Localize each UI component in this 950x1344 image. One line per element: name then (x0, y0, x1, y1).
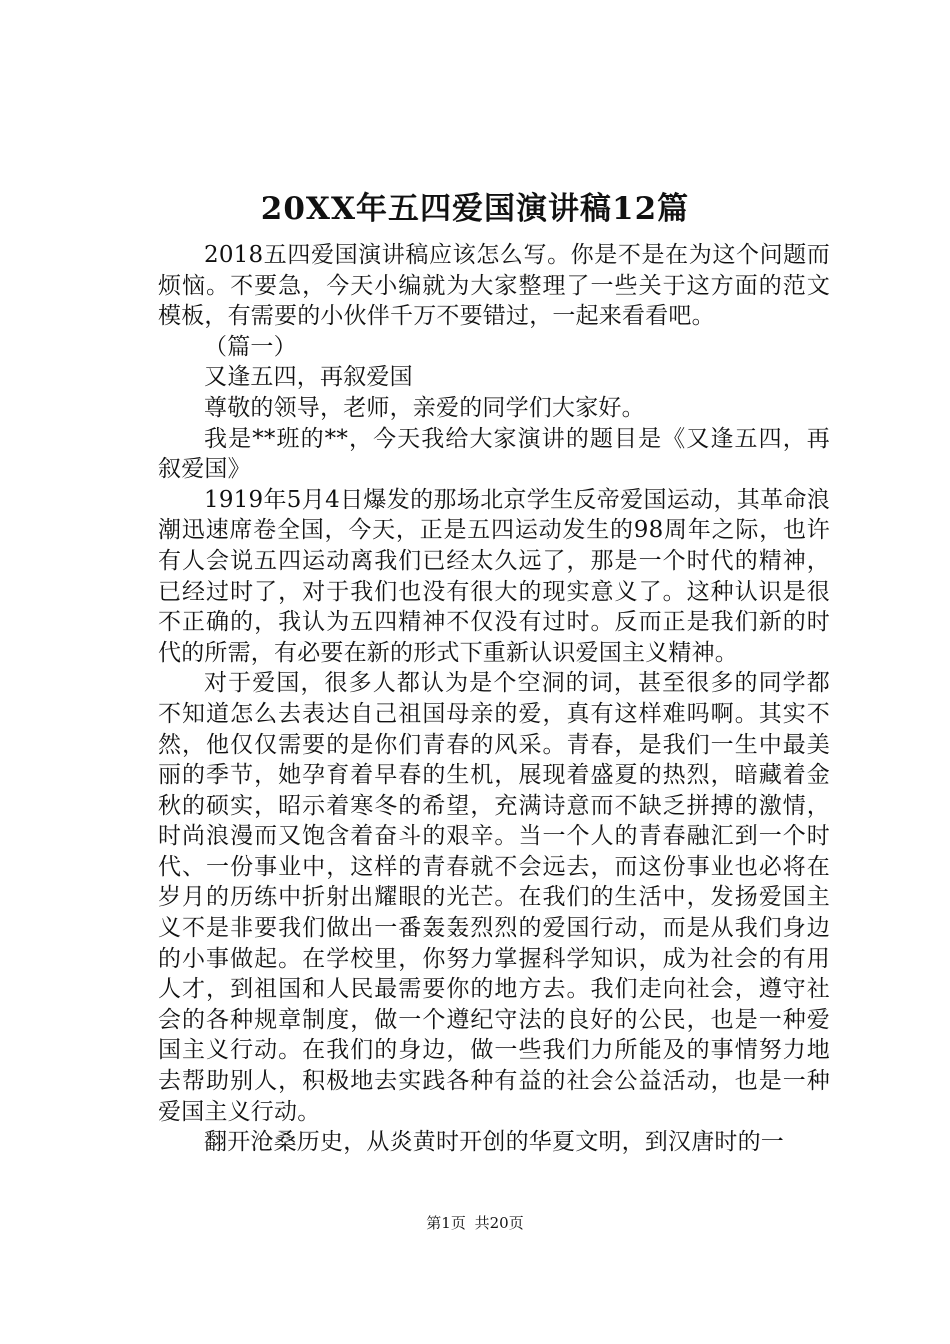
intro-paragraph: 2018五四爱国演讲稿应该怎么写。你是不是在为这个问题而烦恼。不要急，今天小编就为大家整理了一些关于这方面的范文模板，有需要的小伙伴千万不要错过，一起来看看吧。 (158, 242, 830, 330)
closing-paragraph: 翻开沧桑历史，从炎黄时开创的华夏文明，到汉唐时的一 (204, 1129, 784, 1156)
patriotism-paragraph: 对于爱国，很多人都认为是个空洞的词，甚至很多的同学都不知道怎么去表达自己祖国母亲的爱，真有这样难吗啊。其实不然，他仅仅需要的是你们青春的风采。青春，是我们一生中最美丽的季节，她孕育着早春的生机，展现着盛夏的热烈，暗藏着金秋的硕实，昭示着寒冬的希望，充满诗意而不缺乏拼搏的激情，时尚浪漫而又饱含着奋斗的艰辛。当一个人的青春融汇到一个时代、一份事业中，这样的青春就不会远去，而这份事业也必将在岁月的历练中折射出耀眼的光芒。在我们的生活中，发扬爱国主义不是非要我们做出一番轰轰烈烈的爱国行动，而是从我们身边的小事做起。在学校里，你努力掌握科学知识，成为社会的有用人才，到祖国和人民最需要你的地方去。我们走向社会，遵守社会的各种规章制度，做一个遵纪守法的良好的公民，也是一种爱国主义行动。在我们的身边，做一些我们力所能及的事情努力地去帮助别人，积极地去实践各种有益的社会公益活动，也是一种爱国主义行动。 (158, 670, 830, 1125)
section-label: （篇一） (204, 333, 297, 360)
document-title: 20XX年五四爱国演讲稿12篇 (260, 191, 690, 227)
greeting-paragraph: 尊敬的领导，老师，亲爱的同学们大家好。 (204, 394, 645, 421)
document-body (158, 240, 830, 1158)
page-total: 共20页 (474, 1214, 524, 1232)
speaker-intro-paragraph: 我是**班的**，今天我给大家演讲的题目是《又逢五四，再叙爱国》 (158, 425, 830, 483)
page-number: 第1页 (426, 1214, 466, 1232)
page-footer (0, 1213, 950, 1233)
speech-title: 又逢五四，再叙爱国 (204, 364, 413, 391)
history-paragraph: 1919年5月4日爆发的那场北京学生反帝爱国运动，其革命浪潮迅速席卷全国，今天，正是五四运动发生的98周年之际，也许有人会说五四运动离我们已经太久远了，那是一个时代的精神，已经过时了，对于我们也没有很大的现实意义了。这种认识是很不正确的，我认为五四精神不仅没有过时。反而正是我们新的时代的所需，有必要在新的形式下重新认识爱国主义精神。 (158, 486, 830, 666)
